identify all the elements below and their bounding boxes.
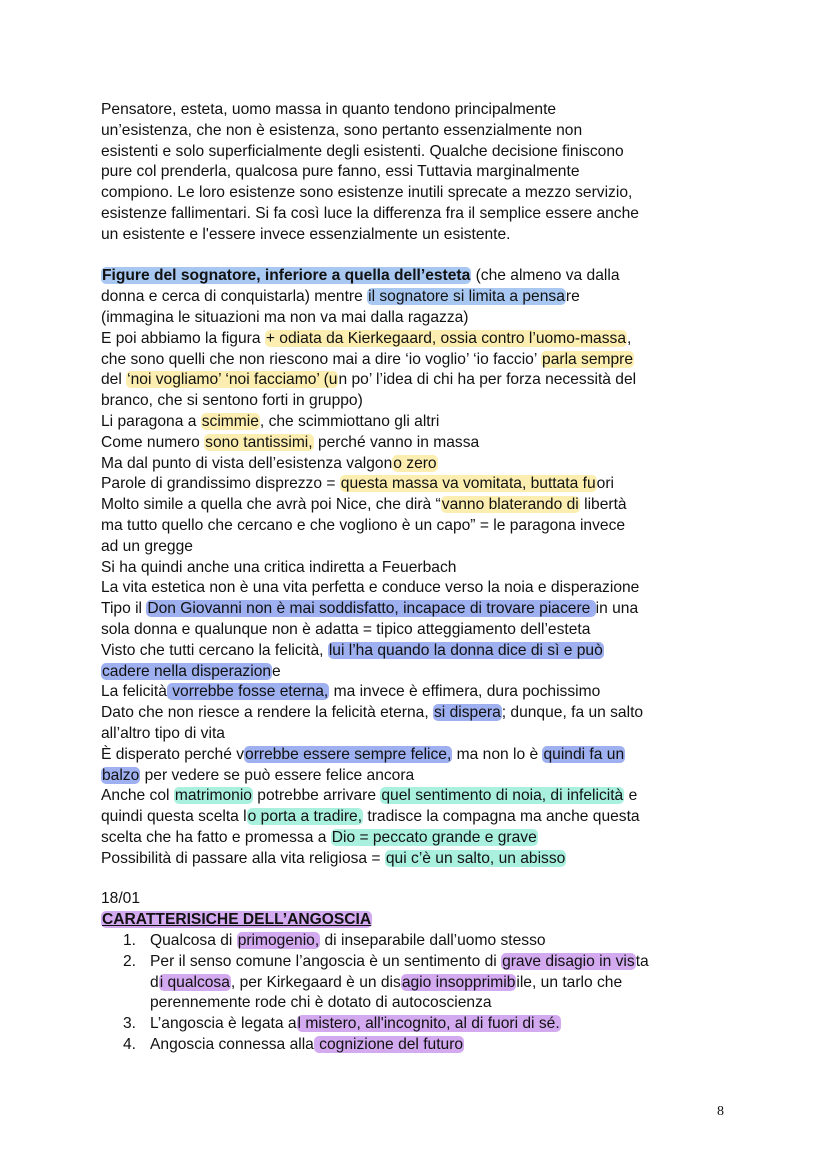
text-line: all’altro tipo di vita — [101, 724, 225, 742]
highlight-yellow: o zero — [393, 454, 437, 472]
text-line — [101, 474, 741, 495]
highlight-yellow: ‘noi vogliamo’ ‘noi facciamo’ (u — [127, 371, 338, 389]
highlight-blue: cadere nella disperazion — [102, 662, 272, 680]
text-run: donna e cerca di conquistarla) mentre — [101, 288, 368, 306]
list-item — [101, 931, 741, 952]
paragraph-gap — [101, 246, 741, 267]
text-line — [101, 807, 741, 828]
text-run: e — [272, 662, 281, 680]
highlight-blue: il sognatore si limita a pensa — [368, 288, 565, 306]
list-number: 4. — [123, 1036, 137, 1054]
highlight-yellow: sono tantissimi, — [205, 433, 313, 451]
highlight-yellow: vanno blaterando di — [441, 496, 579, 514]
text-line — [101, 828, 741, 849]
text-run: È disperato perché v — [101, 745, 245, 763]
text-run: di inseparabile dall’uomo stesso — [320, 932, 546, 950]
text-run: ma invece è effimera, dura pochissimo — [329, 683, 601, 701]
page-number: 8 — [717, 1104, 724, 1119]
text-run: , che scimmiottano gli altri — [259, 412, 440, 430]
text-run: del — [101, 371, 127, 389]
paragraph-esistenza — [101, 100, 741, 246]
text-line — [101, 370, 741, 391]
text-line — [101, 495, 741, 516]
highlight-teal: o porta a tradire, — [247, 808, 363, 826]
text-run: n po’ l’idea di chi ha per forza necessità del — [338, 371, 637, 389]
text-line — [101, 350, 741, 371]
text-line: Pensatore, esteta, uomo massa in quanto tendono principalmente — [101, 101, 557, 118]
highlight-teal: Dio = peccato grande e grave — [331, 828, 537, 846]
text-line — [101, 662, 741, 683]
text-line: Si ha quindi anche una critica indiretta a Feuerbach — [101, 558, 457, 576]
highlight-yellow: questa massa va vomitata, buttata fu — [340, 475, 596, 493]
text-run: Anche col — [101, 787, 174, 805]
numbered-list — [101, 931, 741, 1056]
text-line — [101, 599, 741, 620]
text-run: quindi questa scelta l — [101, 808, 247, 826]
text-run: E poi abbiamo la figura — [101, 329, 265, 347]
text-run: Molto simile a quella che avrà poi Nice, che dirà “ — [101, 496, 441, 514]
text-run: Parole di grandissimo disprezzo = — [101, 475, 340, 493]
text-run: potrebbe arrivare — [252, 787, 381, 805]
highlight-blue: vorrebbe fosse eterna, — [167, 683, 329, 701]
highlight-purple: l mistero, all'incognito, al di fuori di sé. — [297, 1015, 560, 1033]
text-line — [150, 952, 741, 973]
text-line: (immagina le situazioni ma non va mai dalla ragazza) — [101, 308, 469, 326]
highlight-teal: matrimonio — [174, 787, 252, 805]
text-line: compiono. Le loro esistenze sono esistenze inutili sprecate a mezzo servizio, — [101, 184, 633, 202]
page-content — [101, 100, 741, 1056]
text-line — [101, 703, 741, 724]
highlight-blue: quindi fa un — [543, 745, 625, 763]
text-line: perennemente rode chi è dotato di autocoscienza — [150, 994, 492, 1012]
paragraph-figure — [101, 266, 741, 869]
text-run: Qualcosa di — [150, 932, 237, 950]
text-run: Dato che non riesce a rendere la felicità eterna, — [101, 704, 433, 722]
text-run: Tipo il — [101, 600, 147, 618]
text-line — [101, 454, 741, 475]
highlight-blue: orrebbe essere sempre felice, — [245, 745, 452, 763]
highlight-purple: cognizione del futuro — [314, 1036, 464, 1054]
highlight-purple: primogenio, — [237, 932, 320, 950]
text-run: tradisce la compagna ma anche questa — [363, 808, 640, 826]
text-run: Li paragona a — [101, 412, 201, 430]
highlight-yellow: parla sempre — [542, 350, 634, 368]
list-item-text — [150, 1035, 741, 1056]
text-line — [101, 766, 741, 787]
text-run: ile, un tarlo che — [516, 973, 623, 991]
text-run: ; dunque, fa un salto — [501, 704, 644, 722]
text-run: Possibilità di passare alla vita religiosa = — [101, 849, 385, 867]
text-run: libertà — [579, 496, 627, 514]
text-line — [101, 266, 741, 287]
text-run: d — [150, 973, 159, 991]
highlight-blue: si dispera — [434, 704, 501, 722]
text-run: Ma dal punto di vista dell’esistenza valgon — [101, 454, 393, 472]
highlight-blue: Don Giovanni non è mai soddisfatto, incapace di trovare piacere — [147, 600, 595, 618]
section-heading — [101, 910, 741, 931]
highlight-teal: quel sentimento di noia, di infelicità — [381, 787, 624, 805]
list-item-text — [150, 952, 741, 1014]
text-run: Come numero — [101, 433, 205, 451]
text-line — [101, 433, 741, 454]
list-item-text — [150, 1014, 741, 1035]
text-run: perché vanno in massa — [313, 433, 480, 451]
text-line: pure col prenderla, qualcosa pure fanno, essi Tuttavia marginalmente — [101, 163, 580, 181]
list-item — [101, 1035, 741, 1056]
highlight-purple: agio insopprimib — [401, 973, 516, 991]
list-item — [101, 1014, 741, 1035]
text-run: per vedere se può essere felice ancora — [140, 766, 415, 784]
text-run: ta — [635, 952, 649, 970]
text-line — [101, 329, 741, 350]
text-line: ad un gregge — [101, 537, 193, 555]
text-run: , per Kirkegaard è un dis — [230, 973, 401, 991]
highlight-purple: grave disagio in vis — [502, 952, 635, 970]
text-run: La felicità — [101, 683, 167, 701]
text-line — [101, 287, 741, 308]
text-run: scelta che ha fatto e promessa a — [101, 828, 331, 846]
text-line: La vita estetica non è una vita perfetta e conduce verso la noia e disperazione — [101, 579, 640, 597]
text-run: , — [627, 329, 632, 347]
text-run: L’angoscia è legata a — [150, 1015, 297, 1033]
paragraph-gap — [101, 869, 741, 889]
text-line: un’esistenza, che non è esistenza, sono pertanto essenzialmente non — [101, 121, 583, 139]
text-run: Angoscia connessa alla — [150, 1036, 314, 1054]
text-line — [150, 973, 741, 994]
highlight-yellow: scimmie — [201, 412, 259, 430]
text-line — [101, 682, 741, 703]
highlight-blue: Figure del sognatore, inferiore a quella dell’esteta — [102, 267, 471, 285]
highlight-purple: i qualcosa — [159, 973, 230, 991]
list-number: 3. — [123, 1015, 137, 1033]
text-run: e — [624, 787, 638, 805]
text-line — [101, 745, 741, 766]
text-run: Per il senso comune l’angoscia è un sentimento di — [150, 952, 502, 970]
text-run: in una — [595, 600, 639, 618]
list-item — [101, 952, 741, 1014]
text-run: (che almeno va dalla — [471, 267, 620, 285]
text-run: che sono quelli che non riescono mai a dire ‘io voglio’ ‘io faccio’ — [101, 350, 542, 368]
list-item-text — [150, 931, 741, 952]
list-number: 1. — [123, 932, 137, 950]
text-line: esistenti e solo superficialmente degli esistenti. Qualche decisione finiscono — [101, 142, 624, 160]
highlight-teal: qui c’è un salto, un abisso — [385, 849, 566, 867]
text-line — [101, 786, 741, 807]
highlight-purple: CARATTERISICHE DELL’ANGOSCIA — [102, 911, 372, 929]
highlight-blue: balzo — [102, 766, 140, 784]
text-run: Visto che tutti cercano la felicità, — [101, 641, 328, 659]
text-line: branco, che si sentono forti in gruppo) — [101, 392, 363, 410]
text-run: ma non lo è — [452, 745, 543, 763]
text-line: esistenze fallimentari. Si fa così luce la differenza fra il semplice essere anche — [101, 204, 639, 222]
list-number: 2. — [123, 952, 137, 970]
text-run: ori — [596, 475, 614, 493]
text-line — [101, 412, 741, 433]
text-line: un esistente e l'essere invece essenzialmente un esistente. — [101, 225, 511, 243]
date-label: 18/01 — [101, 890, 141, 908]
text-line — [101, 849, 741, 870]
text-run: re — [565, 288, 580, 306]
highlight-blue: lui l’ha quando la donna dice di sì e può — [328, 641, 603, 659]
highlight-yellow: + odiata da Kierkegaard, ossia contro l’uomo-massa — [265, 329, 626, 347]
text-line: ma tutto quello che cercano e che vogliono è un capo” = le paragona invece — [101, 516, 626, 534]
text-line: sola donna e qualunque non è adatta = tipico atteggiamento dell’esteta — [101, 620, 591, 638]
text-line — [101, 641, 741, 662]
